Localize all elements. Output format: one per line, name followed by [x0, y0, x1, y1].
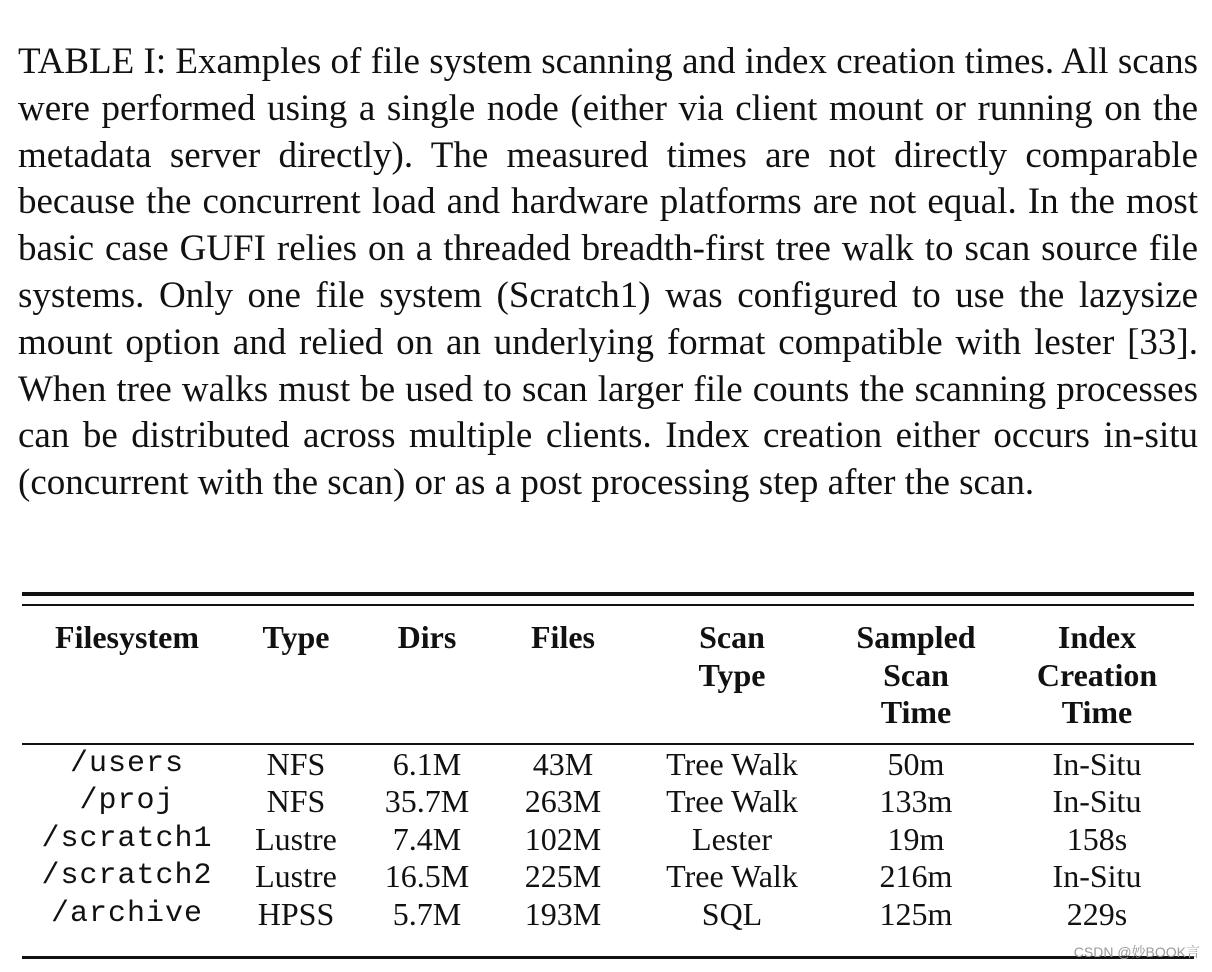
- cell-index-time: In-Situ: [1052, 858, 1142, 894]
- watermark: CSDN @妙BOOK言: [1073, 944, 1200, 960]
- cell-index-time: 229s: [1066, 895, 1128, 932]
- cell-dirs: 35.7M: [384, 783, 470, 819]
- cell-filesystem: /proj: [79, 784, 175, 818]
- table-row: [22, 858, 1194, 896]
- table-row: [22, 783, 1194, 821]
- cell-files: 102M: [524, 820, 602, 857]
- cell-scan-time: 19m: [887, 820, 945, 857]
- table-row: [22, 821, 1194, 859]
- table-header-rule: [22, 743, 1194, 745]
- table-body: [22, 732, 1194, 934]
- cell-scan-type: Lester: [692, 820, 772, 857]
- cell-filesystem: /users: [69, 746, 185, 781]
- header-sampled-scan-time: Sampled Scan Time: [856, 619, 976, 730]
- cell-scan-time: 216m: [879, 858, 953, 894]
- cell-type: HPSS: [257, 895, 335, 932]
- cell-scan-type: SQL: [701, 895, 763, 932]
- header-scan-type: Scan Type: [698, 619, 766, 693]
- header-row: [22, 606, 1194, 732]
- cell-type: NFS: [266, 745, 326, 782]
- cell-index-time: 158s: [1066, 820, 1128, 857]
- cell-scan-type: Tree Walk: [666, 783, 798, 819]
- cell-scan-time: 133m: [879, 783, 953, 819]
- cell-index-time: In-Situ: [1052, 783, 1142, 819]
- header-filesystem: Filesystem: [55, 619, 199, 655]
- cell-index-time: In-Situ: [1052, 745, 1142, 782]
- cell-dirs: 7.4M: [392, 820, 462, 857]
- cell-dirs: 16.5M: [384, 858, 470, 894]
- header-index-creation-time: Index Creation Time: [1036, 619, 1158, 730]
- cell-scan-type: Tree Walk: [666, 858, 798, 894]
- cell-filesystem: /scratch2: [41, 859, 213, 893]
- cell-dirs: 5.7M: [392, 895, 462, 932]
- table-row: [22, 896, 1194, 934]
- table-top-rule: [22, 592, 1194, 596]
- cell-files: 263M: [524, 783, 602, 819]
- header-files: Files: [531, 619, 595, 655]
- cell-type: NFS: [266, 783, 326, 819]
- cell-filesystem: /scratch1: [41, 821, 213, 856]
- cell-type: Lustre: [255, 820, 337, 857]
- cell-scan-time: 50m: [887, 745, 945, 782]
- header-type: Type: [262, 619, 330, 655]
- table-header: [22, 606, 1194, 732]
- cell-scan-type: Tree Walk: [666, 745, 798, 782]
- cell-dirs: 6.1M: [392, 745, 462, 782]
- cell-type: Lustre: [255, 858, 337, 894]
- data-table: [22, 606, 1194, 933]
- header-dirs: Dirs: [397, 619, 457, 655]
- table-caption: TABLE I: Examples of file system scanning and index creation times. All scans were performed using a single node (either via client mount or running on the metadata server directly). The measured times are not directly comparable because the concurrent load and hardware platforms are not equal. In the most basic case GUFI relies on a threaded breadth-first tree walk to scan source file systems. Only one file system (Scratch1) was configured to use the lazysize mount option and relied on an underlying format compatible with lester [33]. When tree walks must be used to scan larger file counts the scanning processes can be distributed across multiple clients. Index creation either occurs in-situ (concurrent with the scan) or as a post processing step after the scan.: [18, 41, 1198, 504]
- cell-files: 225M: [524, 858, 602, 894]
- table-bottom-rule: [22, 956, 1194, 959]
- cell-scan-time: 125m: [879, 895, 953, 932]
- cell-files: 43M: [532, 745, 594, 782]
- table-row: [22, 732, 1194, 784]
- cell-filesystem: /archive: [50, 896, 204, 931]
- cell-files: 193M: [524, 895, 602, 932]
